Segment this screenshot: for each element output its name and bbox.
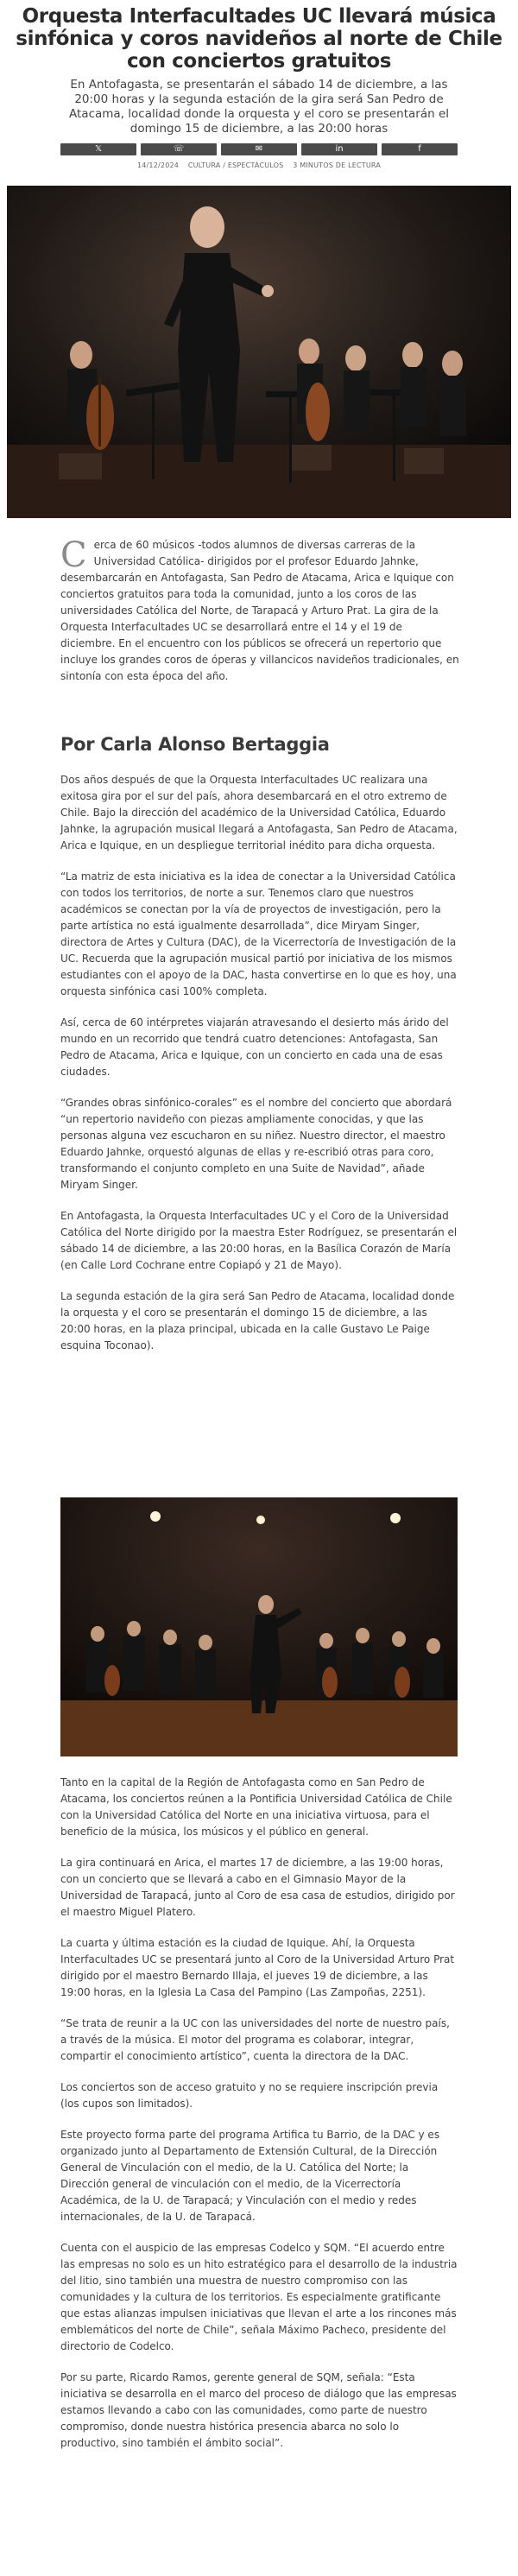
- article-subheadline: En Antofagasta, se presentarán el sábado 14 de diciembre, a las 20:00 horas y la segunda estación de la gira será San Pedro de Atacama, localidad donde la orquesta y el coro se presentarán el domingo 15 de diciembre, a las 20:00 horas: [69, 78, 449, 136]
- body-paragraph: La cuarta y última estación es la ciudad de Iquique. Ahí, la Orquesta Interfacultades UC se presentará junto al Coro de la Universidad Arturo Prat dirigido por el maestro Bernardo Illaja, el jueves 19 de diciembre, a las 19:00 horas, en la Iglesia La Casa del Pampino (Las Zampoñas, 2251).: [60, 1937, 455, 1998]
- share-email-button[interactable]: [221, 143, 297, 155]
- article-body-section-2: [60, 1775, 459, 2466]
- body-paragraph: En Antofagasta, la Orquesta Interfacultades UC y el Coro de la Universidad Católica del Norte dirigido por la maestra Ester Rodríguez, se presentarán el sábado 14 de diciembre, a las 20:00 horas, en la Basílica Corazón de María (en Calle Lord Cochrane entre Copiapó y 21 de Mayo).: [60, 1210, 458, 1271]
- publish-date: 14/12/2024: [136, 161, 180, 169]
- share-linkedin-button[interactable]: [301, 143, 377, 155]
- body-paragraph: Los conciertos son de acceso gratuito y no se requiere inscripción previa (los cupos son limitados).: [60, 2081, 439, 2110]
- facebook-icon: f: [418, 144, 421, 154]
- article-body-section-1: [60, 772, 459, 1369]
- body-paragraph: “La matriz de esta iniciativa es la idea de conectar a la Universidad Católica con todos los territorios, de norte a sur. Tenemos claro que nuestros académicos se conectan por la vía de proyectos de investigación, pero la parte artística no está igualmente desarrollada”, dice Miryam Singer, directora de Artes y Cultura (DAC), de la Vicerrectoría de Investigación de la UC. Recuerda que la agrupación musical partió por iniciativa de los mismos estudiantes con el apoyo de la DAC, hasta convertirse en lo que es hoy, una orquesta sinfónica casi 100% completa.: [60, 870, 457, 997]
- lead-paragraph-block: [60, 537, 459, 699]
- read-time: 3 MINUTOS DE LECTURA: [293, 161, 382, 169]
- category-link[interactable]: CULTURA / ESPECTÁCULOS: [187, 161, 284, 169]
- body-paragraph: “Se trata de reunir a la UC con las universidades del norte de nuestro país, a través de la música. El motor del programa es colaborar, integrar, compartir el conocimiento artístico”, cuenta la directora de la DAC.: [60, 2017, 450, 2062]
- share-facebook-button[interactable]: [382, 143, 458, 155]
- share-whatsapp-button[interactable]: [141, 143, 217, 155]
- body-paragraph: La segunda estación de la gira será San Pedro de Atacama, localidad donde la orquesta y el coro se presentarán el domingo 15 de diciembre, a las 20:00 horas, en la plaza principal, ubicada en la calle Gustavo Le Paige esquina Toconao).: [60, 1290, 455, 1351]
- body-paragraph: Tanto en la capital de la Región de Antofagasta como en San Pedro de Atacama, los conciertos reúnen a la Pontificia Universidad Católica de Chile con la Universidad Católica del Norte en una iniciativa virtuosa, para el beneficio de la música, los músicos y el público en general.: [60, 1776, 452, 1838]
- article-meta: [0, 161, 518, 169]
- body-paragraph: Así, cerca de 60 intérpretes viajarán atravesando el desierto más árido del mundo en un recorrido que tendrá cuatro detenciones: Antofagasta, San Pedro de Atacama, Arica e Iquique, con un concierto en cada una de esas ciudades.: [60, 1016, 449, 1078]
- lead-paragraph: erca de 60 músicos -todos alumnos de diversas carreras de la Universidad Católica- dirigidos por el profesor Eduardo Jahnke, desembarcarán en Antofagasta, San Pedro de Atacama, Arica e Iquique con conciertos gratuitos para toda la comunidad, junto a los coros de las universidades Católica del Norte, de Tarapacá y Arturo Prat. La gira de la Orquesta Interfacultades UC se desarrollará entre el 14 y el 19 de diciembre. En el encuentro con los públicos se ofrecerá un repertorio que incluye los grandes coros de óperas y villancicos navideños tradicionales, en sintonía con esta época del año.: [60, 539, 459, 682]
- drop-cap: C: [60, 535, 87, 575]
- email-icon: ✉: [255, 144, 263, 154]
- article-headline: Orquesta Interfacultades UC llevará música sinfónica y coros navideños al norte de Chile con conciertos gratuitos: [16, 5, 502, 73]
- body-paragraph: Por su parte, Ricardo Ramos, gerente general de SQM, señala: “Esta iniciativa se desarrolla en el marco del proceso de diálogo que las empresas estamos llevando a cabo con las comunidades, como parte de nuestro compromiso, donde nuestra histórica presencia abarca no solo lo productivo, sino también el ámbito social”.: [60, 2371, 457, 2449]
- hero-image: [7, 186, 511, 518]
- author-byline: Por Carla Alonso Bertaggia: [60, 734, 330, 755]
- orchestra-photo: [60, 1497, 458, 1756]
- linkedin-icon: in: [335, 144, 344, 154]
- body-paragraph: La gira continuará en Arica, el martes 17 de diciembre, a las 19:00 horas, con un concierto que se llevará a cabo en el Gimnasio Mayor de la Universidad de Tarapacá, junto al Coro de esa casa de estudios, dirigido por el maestro Miguel Platero.: [60, 1857, 455, 1918]
- share-bar: [60, 143, 458, 155]
- body-paragraph: “Grandes obras sinfónico-corales” es el nombre del concierto que abordará “un repertorio navideño con piezas ampliamente conocidas, y que las personas alguna vez escucharon en su niñez. Nuestro director, el maestro Eduardo Jahnke, orquestó algunas de ellas y re-escribió otras para coro, transformando el conjunto completo en una Suite de Navidad”, añade Miryam Singer.: [60, 1097, 452, 1191]
- share-x-button[interactable]: [60, 143, 136, 155]
- x-icon: 𝕏: [94, 144, 103, 154]
- body-paragraph: Este proyecto forma parte del programa Artifica tu Barrio, de la DAC y es organizado junto al Departamento de Extensión Cultural, de la Dirección General de Vinculación con el medio, de la U. Católica del Norte; la Dirección general de vinculación con el medio, de la Vicerrectoría Académica, de la U. de Tarapacá; y Vinculación con el medio y redes internacionales, de la U. de Tarapacá.: [60, 2129, 440, 2223]
- whatsapp-icon: ☏: [173, 144, 185, 154]
- body-paragraph: Cuenta con el auspicio de las empresas Codelco y SQM. “El acuerdo entre las empresas no solo es un hito estratégico para el desarrollo de la industria del litio, sino también una muestra de nuestro compromiso con las comunidades y la cultura de los territorios. Es especialmente gratificante que estas alianzas impulsen iniciativas que llevan el arte a los rincones más emblemáticos del norte de Chile”, señala Máximo Pacheco, presidente del directorio de Codelco.: [60, 2242, 458, 2352]
- body-paragraph: Dos años después de que la Orquesta Interfacultades UC realizara una exitosa gira por el sur del país, ahora desembarcará en el otro extremo de Chile. Bajo la dirección del académico de la Universidad Católica, Eduardo Jahnke, la agrupación musical llegará a Antofagasta, San Pedro de Atacama, Arica e Iquique, en un despliegue territorial inédito para dicha orquesta.: [60, 774, 458, 851]
